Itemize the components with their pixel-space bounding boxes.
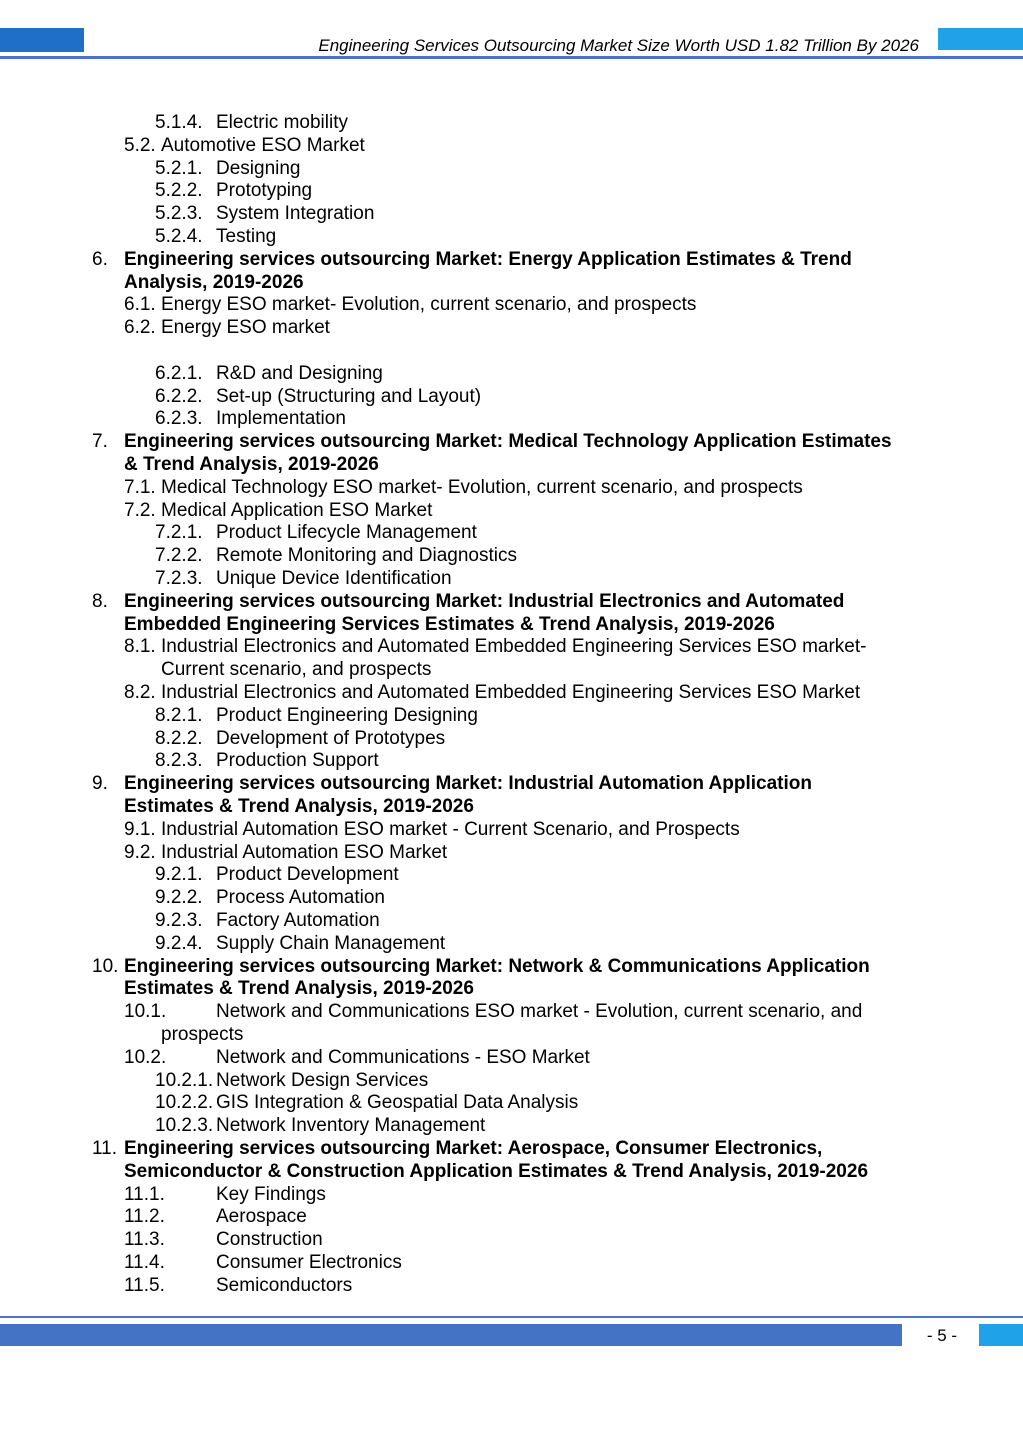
toc-text: Industrial Electronics and Automated Embedded Engineering Services ESO Market <box>161 682 861 703</box>
toc-text: Prototyping <box>216 180 313 202</box>
toc-number: 10.2.3. <box>155 1115 214 1137</box>
header-accent-right <box>938 28 1023 50</box>
toc-number: 5.2.1. <box>155 157 203 179</box>
toc-text: Network and Communications ESO market - Evolution, current scenario, and <box>216 1001 863 1023</box>
footer-rule <box>0 1316 1023 1318</box>
toc-text: Engineering services outsourcing Market: Industrial Automation Application <box>124 773 812 795</box>
toc-text: Medical Application ESO Market <box>161 499 433 521</box>
toc-number: 7.2. <box>124 499 156 521</box>
toc-text: Unique Device Identification <box>216 568 452 589</box>
toc-number: 6.1. <box>124 294 156 316</box>
toc-number: 8.1. <box>124 636 156 658</box>
toc-number: 8.2.1. <box>155 704 203 726</box>
toc-text: Current scenario, and prospects <box>161 659 432 681</box>
toc-text: Engineering services outsourcing Market: Aerospace, Consumer Electronics, <box>124 1138 823 1159</box>
toc-text: Set-up (Structuring and Layout) <box>216 385 482 407</box>
toc-number: 8.2.2. <box>155 727 203 749</box>
toc-text: prospects <box>161 1024 244 1045</box>
header-rule <box>0 56 1023 59</box>
toc-text: Development of Prototypes <box>216 727 446 749</box>
footer-bar <box>0 1324 902 1346</box>
toc-number: 7.2.3. <box>155 568 203 589</box>
toc-text: Electric mobility <box>216 112 348 133</box>
toc-number: 6.2. <box>124 317 156 339</box>
toc-text: Analysis, 2019-2026 <box>124 271 304 293</box>
toc-number: 8.2.3. <box>155 750 203 772</box>
toc-text: Engineering services outsourcing Market: Network & Communications Application <box>124 955 870 977</box>
toc-number: 10.2.2. <box>155 1092 214 1114</box>
toc-text: Key Findings <box>216 1183 326 1205</box>
toc-text: Automotive ESO Market <box>161 134 365 156</box>
toc-number: 5.1.4. <box>155 112 203 133</box>
toc-number: 8. <box>92 590 108 612</box>
toc-number: 6.2.3. <box>155 408 203 430</box>
toc-number: 9.2.2. <box>155 887 203 909</box>
toc-text: Semiconductors <box>216 1274 353 1296</box>
toc-number: 7.2.1. <box>155 522 203 544</box>
toc-number: 9.2.3. <box>155 910 203 931</box>
toc-text: Factory Automation <box>216 910 380 931</box>
toc-number: 5.2.3. <box>155 203 203 225</box>
toc-text: R&D and Designing <box>216 362 383 384</box>
toc-number: 9.2.1. <box>155 864 203 886</box>
toc-number: 5.2.4. <box>155 226 203 247</box>
toc-text: Consumer Electronics <box>216 1252 402 1273</box>
toc-text: Semiconductor & Construction Application Estimates & Trend Analysis, 2019-2026 <box>124 1160 869 1182</box>
toc-text: Process Automation <box>216 887 385 909</box>
toc-text: System Integration <box>216 203 375 225</box>
header-accent-left <box>0 28 84 52</box>
toc-number: 8.2. <box>124 682 156 703</box>
toc-text: Implementation <box>216 408 346 430</box>
toc-text: Industrial Automation ESO Market <box>161 841 448 863</box>
toc-text: Medical Technology ESO market- Evolution, current scenario, and prospects <box>161 476 803 498</box>
toc-number: 11.1. <box>124 1183 165 1205</box>
toc-number: 11.5. <box>124 1274 165 1296</box>
toc-number: 9.2.4. <box>155 932 203 954</box>
toc-text: Energy ESO market- Evolution, current scenario, and prospects <box>161 294 697 316</box>
toc-text: Industrial Automation ESO market - Current Scenario, and Prospects <box>161 818 740 840</box>
toc-text: Network Inventory Management <box>216 1115 486 1137</box>
toc-text: Industrial Electronics and Automated Embedded Engineering Services ESO market- <box>161 636 867 658</box>
toc-text: & Trend Analysis, 2019-2026 <box>124 454 379 475</box>
toc-number: 6. <box>92 248 108 270</box>
toc-number: 7.2.2. <box>155 545 203 567</box>
toc-text: Designing <box>216 157 301 179</box>
toc-text: Engineering services outsourcing Market: Energy Application Estimates & Trend <box>124 248 852 270</box>
toc-number: 5.2. <box>124 134 156 156</box>
toc-number: 10.2. <box>124 1046 167 1068</box>
toc-number: 9.2. <box>124 841 156 863</box>
toc-text: Estimates & Trend Analysis, 2019-2026 <box>124 978 474 1000</box>
toc-number: 11.3. <box>124 1229 165 1251</box>
toc-number: 6.2.1. <box>155 362 203 384</box>
toc-number: 10.2.1. <box>155 1069 214 1091</box>
toc-number: 6.2.2. <box>155 385 203 407</box>
toc-text: Estimates & Trend Analysis, 2019-2026 <box>124 796 474 817</box>
toc-text: Embedded Engineering Services Estimates & Trend Analysis, 2019-2026 <box>124 613 775 635</box>
toc-text: Construction <box>216 1229 323 1251</box>
toc-number: 10.1. <box>124 1001 167 1023</box>
toc-text: Energy ESO market <box>161 317 330 339</box>
toc-text: Product Development <box>216 864 399 886</box>
toc-text: Product Engineering Designing <box>216 704 478 726</box>
toc-number: 7. <box>92 431 108 453</box>
toc-text: Remote Monitoring and Diagnostics <box>216 545 517 567</box>
page-number: - 5 - <box>926 1326 958 1345</box>
toc-number: 9. <box>92 773 108 795</box>
toc-text: Network and Communications - ESO Market <box>216 1046 590 1068</box>
footer-accent-right <box>979 1324 1023 1346</box>
toc-number: 9.1. <box>124 818 156 840</box>
toc-text: Testing <box>216 226 277 247</box>
toc-text: Supply Chain Management <box>216 932 446 954</box>
toc-number: 11. <box>92 1138 118 1159</box>
toc-number: 5.2.2. <box>155 180 203 202</box>
toc-number: 7.1. <box>124 476 156 498</box>
toc-number: 11.2. <box>124 1206 165 1228</box>
toc-number: 11.4. <box>124 1252 165 1273</box>
header-title: Engineering Services Outsourcing Market Size Worth USD 1.82 Trillion By 2026 <box>318 36 919 55</box>
toc-number: 10. <box>92 955 119 977</box>
toc-text: Engineering services outsourcing Market: Medical Technology Application Estimates <box>124 431 892 453</box>
toc-text: Product Lifecycle Management <box>216 522 477 544</box>
toc-text: Production Support <box>216 750 379 772</box>
toc-text: Aerospace <box>216 1206 307 1228</box>
toc-text: GIS Integration & Geospatial Data Analysis <box>216 1092 579 1114</box>
toc-text: Engineering services outsourcing Market: Industrial Electronics and Automated <box>124 590 845 612</box>
toc-text: Network Design Services <box>216 1069 429 1091</box>
